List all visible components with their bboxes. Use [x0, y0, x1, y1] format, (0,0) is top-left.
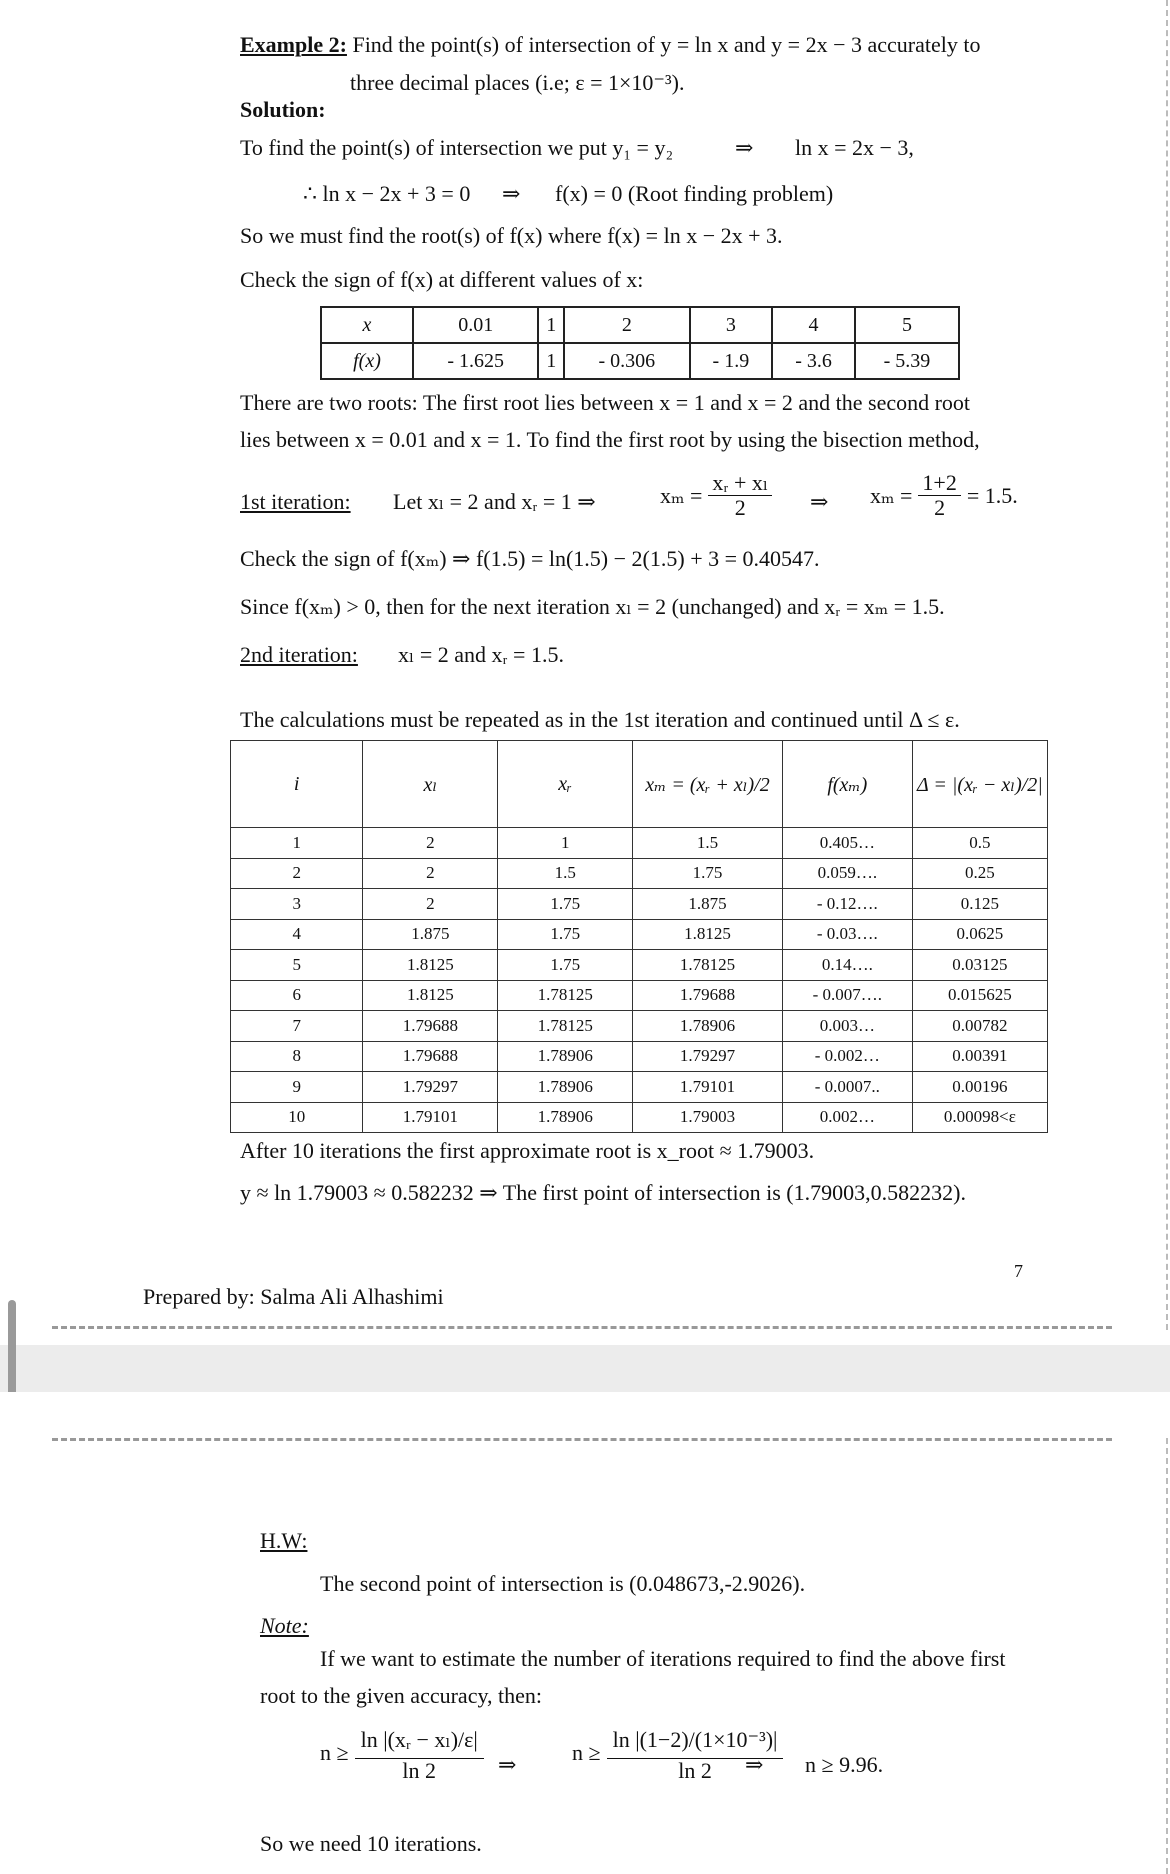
table-cell: 2: [363, 858, 498, 889]
table-row: [231, 980, 1048, 1011]
table-cell: 1.78906: [633, 1011, 783, 1042]
page-border: [1166, 0, 1168, 1330]
table-cell: 1.75: [633, 858, 783, 889]
sign-table-cell: - 3.6: [772, 343, 855, 379]
after-line: After 10 iterations the first approximate root is x_root ≈ 1.79003.: [240, 1138, 815, 1163]
problem-line-1: [240, 34, 980, 56]
header-xl: xₗ: [363, 741, 498, 828]
table-row: [231, 1072, 1048, 1103]
table-cell: 1.5: [498, 858, 633, 889]
page-number: 7: [1014, 1261, 1023, 1281]
table-cell: 5: [231, 950, 363, 981]
iteration-1-text: Let xₗ = 2 and xᵣ = 1 ⇒: [393, 489, 596, 514]
value-numerator: 1+2: [918, 471, 960, 496]
table-cell: 1.78125: [498, 980, 633, 1011]
table-cell: 0.0625: [912, 919, 1047, 950]
sign-table-cell: 1: [538, 343, 564, 379]
header-xr: xᵣ: [498, 741, 633, 828]
formula-denominator: 2: [734, 495, 746, 521]
table-cell: 0.00391: [912, 1041, 1047, 1072]
sign-table-x-label: x: [321, 307, 413, 343]
table-cell: - 0.12….: [782, 889, 912, 920]
table-cell: 0.405…: [782, 828, 912, 859]
check-line: Check the sign of f(xₘ) ⇒ f(1.5) = ln(1.5) − 2(1.5) + 3 = 0.40547.: [240, 546, 820, 571]
table-cell: 1.79688: [363, 1011, 498, 1042]
note-label: Note:: [260, 1613, 309, 1638]
table-cell: 1.78906: [498, 1102, 633, 1133]
iteration-1-value: [870, 471, 1018, 520]
table-cell: 1.78125: [498, 1011, 633, 1042]
sign-table-cell: - 1.625: [413, 343, 538, 379]
solution-line-2-a: ∴ ln x − 2x + 3 = 0: [303, 181, 471, 206]
table-cell: 1.875: [633, 889, 783, 920]
table-cell: - 0.0007..: [782, 1072, 912, 1103]
arrow-1: ⇒: [735, 135, 754, 160]
formula-denominator: ln 2: [402, 1758, 436, 1784]
value-lhs: xₘ =: [870, 482, 913, 508]
sign-table-cell: 5: [855, 307, 959, 343]
solution-line-1-a: To find the point(s) of intersection we put y₁ = y₂: [240, 135, 674, 160]
table-cell: 0.25: [912, 858, 1047, 889]
table-row: [231, 919, 1048, 950]
solution-line-3: So we must find the root(s) of f(x) where f(x) = ln x − 2x + 3.: [240, 223, 783, 248]
formula-lhs: xₘ =: [660, 482, 703, 508]
table-cell: 1.79688: [633, 980, 783, 1011]
iteration-1-formula: [660, 471, 772, 520]
arrow-2: ⇒: [502, 181, 521, 206]
prepared-by: Prepared by: Salma Ali Alhashimi: [143, 1284, 444, 1309]
estimate-formula: [320, 1722, 484, 1783]
estimate-result: n ≥ 9.96.: [805, 1752, 884, 1777]
table-row: [231, 1011, 1048, 1042]
table-cell: 1: [231, 828, 363, 859]
value-rhs: = 1.5.: [966, 482, 1018, 508]
problem-text: Find the point(s) of intersection of y = ln x and y = 2x − 3 accurately to: [352, 32, 981, 57]
sign-table-x-row: [321, 307, 959, 343]
table-cell: 2: [363, 889, 498, 920]
sign-table-cell: - 1.9: [690, 343, 773, 379]
table-cell: 0.00098<ε: [912, 1102, 1047, 1133]
table-cell: 0.00782: [912, 1011, 1047, 1042]
table-cell: 1.79003: [633, 1102, 783, 1133]
table-cell: 1.5: [633, 828, 783, 859]
value-denominator: 2: [934, 495, 946, 521]
sign-table-cell: 0.01: [413, 307, 538, 343]
table-cell: 1.8125: [633, 919, 783, 950]
arrow-4: ⇒: [498, 1752, 517, 1777]
table-cell: 1.75: [498, 889, 633, 920]
table-cell: 4: [231, 919, 363, 950]
page-1-bottom-border: [52, 1326, 1112, 1329]
solution-line-2-b: f(x) = 0 (Root finding problem): [555, 181, 834, 206]
table-cell: 0.00196: [912, 1072, 1047, 1103]
formula-n-geq: n ≥: [572, 1739, 601, 1765]
header-fxm: f(xₘ): [782, 741, 912, 828]
arrow-3: ⇒: [810, 489, 829, 514]
document-page-2: [0, 1392, 1170, 1874]
table-cell: 7: [231, 1011, 363, 1042]
formula-numerator: ln |(xᵣ − xₗ)/ε|: [355, 1722, 484, 1759]
table-cell: 2: [231, 858, 363, 889]
problem-line-2: three decimal places (i.e; ε = 1×10⁻³).: [350, 70, 685, 95]
sign-table: [320, 306, 960, 380]
table-row: [231, 1102, 1048, 1133]
table-cell: 1: [498, 828, 633, 859]
formula-n-geq: n ≥: [320, 1739, 349, 1765]
table-cell: 1.79101: [633, 1072, 783, 1103]
iteration-table-body: [231, 828, 1048, 1133]
example-label: Example 2:: [240, 32, 347, 57]
table-cell: 1.79297: [363, 1072, 498, 1103]
table-cell: 1.8125: [363, 980, 498, 1011]
table-cell: 1.875: [363, 919, 498, 950]
point-line: y ≈ ln 1.79003 ≈ 0.582232 ⇒ The first point of intersection is (1.79003,0.582232).: [240, 1180, 966, 1205]
sign-table-cell: - 5.39: [855, 343, 959, 379]
header-xm: xₘ = (xᵣ + xₗ)/2: [633, 741, 783, 828]
table-cell: - 0.03….: [782, 919, 912, 950]
header-delta: Δ = |(xᵣ − xₗ)/2|: [912, 741, 1047, 828]
sign-table-cell: 4: [772, 307, 855, 343]
hw-text: The second point of intersection is (0.048673,-2.9026).: [320, 1571, 806, 1596]
hw-label: H.W:: [260, 1528, 308, 1553]
table-row: [231, 858, 1048, 889]
sign-table-cell: 3: [690, 307, 773, 343]
sign-table-cell: 1: [538, 307, 564, 343]
table-cell: - 0.007….: [782, 980, 912, 1011]
sign-table-f-row: [321, 343, 959, 379]
table-cell: 0.059….: [782, 858, 912, 889]
sign-table-cell: - 0.306: [564, 343, 689, 379]
header-i: i: [231, 741, 363, 828]
table-row: [231, 950, 1048, 981]
table-cell: 1.79297: [633, 1041, 783, 1072]
repeat-line: The calculations must be repeated as in the 1st iteration and continued until Δ ≤ ε.: [240, 707, 960, 732]
table-cell: 8: [231, 1041, 363, 1072]
table-cell: 0.125: [912, 889, 1047, 920]
table-cell: 1.79688: [363, 1041, 498, 1072]
sign-table-cell: 2: [564, 307, 689, 343]
table-row: [231, 889, 1048, 920]
iteration-1-label: 1st iteration:: [240, 489, 351, 514]
table-cell: 0.03125: [912, 950, 1047, 981]
since-line: Since f(xₘ) > 0, then for the next iteration xₗ = 2 (unchanged) and xᵣ = xₘ = 1.5.: [240, 594, 945, 619]
table-cell: 0.003…: [782, 1011, 912, 1042]
table-cell: 0.14….: [782, 950, 912, 981]
table-cell: 3: [231, 889, 363, 920]
solution-label: Solution:: [240, 97, 326, 122]
table-cell: 2: [363, 828, 498, 859]
roots-line-1: There are two roots: The first root lies between x = 1 and x = 2 and the second root: [240, 390, 971, 415]
table-cell: 1.75: [498, 950, 633, 981]
table-cell: 6: [231, 980, 363, 1011]
table-cell: 0.5: [912, 828, 1047, 859]
solution-line-1-b: ln x = 2x − 3,: [795, 135, 914, 160]
formula-numerator: xᵣ + xₗ: [708, 471, 772, 496]
table-cell: 1.79101: [363, 1102, 498, 1133]
note-line-1: If we want to estimate the number of iterations required to find the above first: [320, 1646, 1006, 1671]
table-cell: - 0.002…: [782, 1041, 912, 1072]
iteration-table-header: [231, 741, 1048, 828]
page-border: [1166, 1438, 1168, 1874]
table-cell: 1.78125: [633, 950, 783, 981]
table-cell: 9: [231, 1072, 363, 1103]
table-row: [231, 1041, 1048, 1072]
iteration-2-label: 2nd iteration:: [240, 642, 358, 667]
table-cell: 0.015625: [912, 980, 1047, 1011]
page-2-top-border: [52, 1438, 1112, 1441]
formula-numerator: ln |(1−2)/(1×10⁻³)|: [607, 1722, 784, 1759]
iteration-2-text: xₗ = 2 and xᵣ = 1.5.: [398, 642, 564, 667]
sign-table-f-label: f(x): [321, 343, 413, 379]
roots-line-2: lies between x = 0.01 and x = 1. To find the first root by using the bisection method,: [240, 427, 980, 452]
table-cell: 1.8125: [363, 950, 498, 981]
arrow-5: ⇒: [745, 1752, 764, 1777]
table-cell: 1.78906: [498, 1041, 633, 1072]
table-cell: 10: [231, 1102, 363, 1133]
table-cell: 1.78906: [498, 1072, 633, 1103]
table-cell: 1.75: [498, 919, 633, 950]
note-line-2: root to the given accuracy, then:: [260, 1683, 543, 1708]
solution-line-1: [240, 137, 673, 159]
conclusion: So we need 10 iterations.: [260, 1831, 482, 1856]
solution-line-4: Check the sign of f(x) at different values of x:: [240, 267, 644, 292]
iteration-table: [230, 740, 1048, 1133]
table-cell: 0.002…: [782, 1102, 912, 1133]
formula-denominator: ln 2: [678, 1758, 712, 1784]
table-row: [231, 828, 1048, 859]
